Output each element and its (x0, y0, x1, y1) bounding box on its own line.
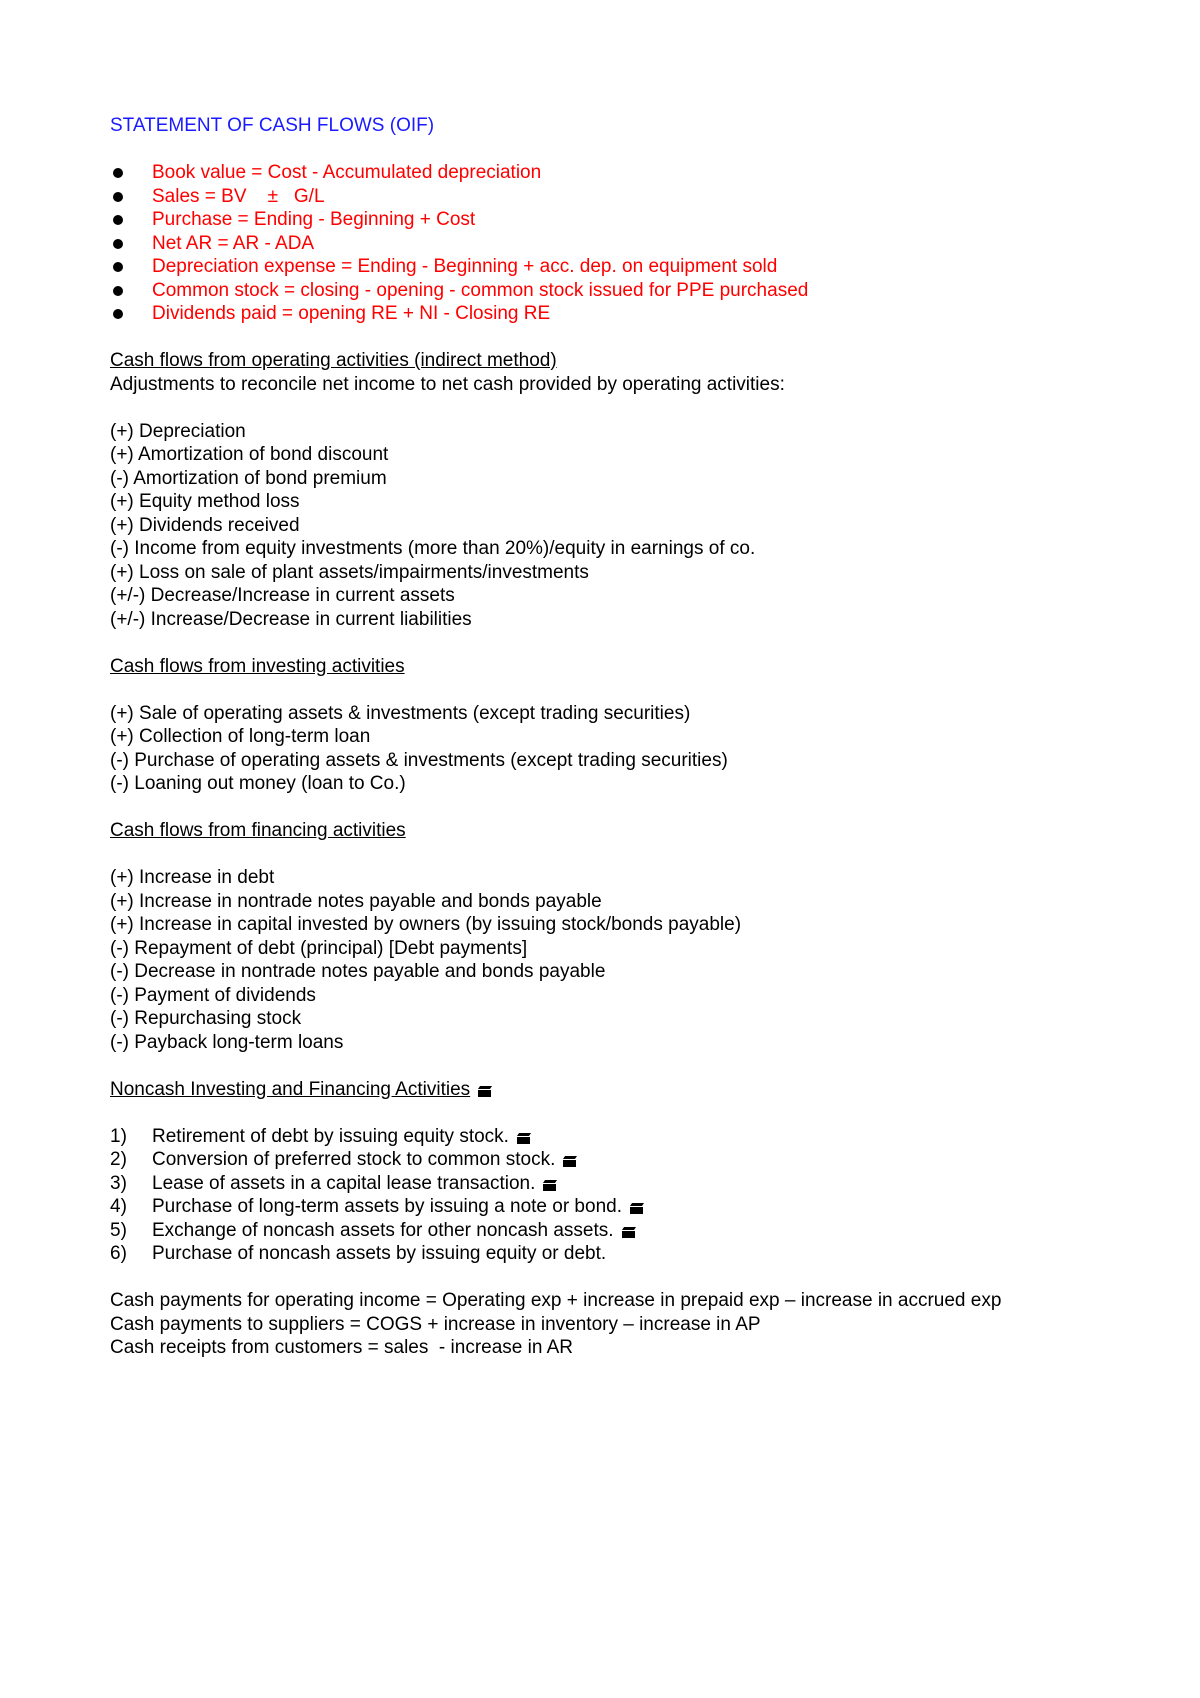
clapperboard-icon (630, 1203, 643, 1213)
list-item: (-) Repayment of debt (principal) [Debt payments] (110, 937, 528, 959)
list-item: 3) Lease of assets in a capital lease transaction. (110, 1172, 1110, 1196)
list-item: 1) Retirement of debt by issuing equity stock. (110, 1125, 1110, 1149)
formula-item: Sales = BV ± G/L (110, 185, 1110, 209)
clapperboard-icon (563, 1156, 576, 1166)
list-item: (-) Amortization of bond premium (110, 467, 387, 489)
bullet-icon (113, 215, 123, 225)
formula-item: Book value = Cost - Accumulated depreciation (110, 161, 1110, 185)
financing-heading: Cash flows from financing activities (110, 820, 406, 841)
list-item: (+/-) Decrease/Increase in current assets (110, 585, 455, 606)
list-item: (-) Loaning out money (loan to Co.) (110, 773, 406, 794)
operating-intro: Adjustments to reconcile net income to net cash provided by operating activities: (110, 373, 785, 395)
formula-list (110, 161, 1110, 326)
list-item: (-) Purchase of operating assets & investments (except trading securities) (110, 749, 728, 771)
list-item: (-) Payment of dividends (110, 984, 316, 1006)
list-item: (-) Repurchasing stock (110, 1008, 302, 1029)
operating-heading: Cash flows from operating activities (indirect method) (110, 350, 557, 371)
list-item: 6) Purchase of noncash assets by issuing equity or debt. (110, 1243, 607, 1264)
list-item: (-) Income from equity investments (more than 20%)/equity in earnings of co. (110, 538, 756, 559)
page-title: STATEMENT OF CASH FLOWS (OIF) (110, 115, 435, 136)
list-item: (+) Loss on sale of plant assets/impairments/investments (110, 561, 589, 583)
operating-list (110, 420, 1110, 632)
noncash-heading: Noncash Investing and Financing Activities (110, 1078, 471, 1100)
noncash-heading-row (110, 1078, 1110, 1102)
bullet-icon (113, 239, 123, 249)
clapperboard-icon (478, 1086, 491, 1096)
formula-item: Depreciation expense = Ending - Beginning + acc. dep. on equipment sold (110, 255, 1110, 279)
list-item: (+/-) Increase/Decrease in current liabilities (110, 608, 472, 630)
bullet-icon (113, 192, 123, 202)
list-item: (+) Collection of long-term loan (110, 726, 371, 747)
investing-list (110, 702, 1110, 796)
financing-list (110, 866, 1110, 1054)
formula-item: Net AR = AR - ADA (110, 232, 1110, 256)
payments-list (110, 1289, 1110, 1360)
list-item: (+) Increase in debt (110, 867, 275, 888)
list-item: (-) Payback long-term loans (110, 1031, 344, 1053)
payment-formula: Cash payments to suppliers = COGS + increase in inventory – increase in AP (110, 1313, 761, 1335)
payment-formula: Cash payments for operating income = Operating exp + increase in prepaid exp – increase in accrued exp (110, 1290, 1002, 1311)
list-item: 5) Exchange of noncash assets for other noncash assets. (110, 1219, 1110, 1243)
formula-item: Common stock = closing - opening - common stock issued for PPE purchased (110, 279, 1110, 303)
bullet-icon (113, 286, 123, 296)
formula-item: Dividends paid = opening RE + NI - Closing RE (110, 302, 1110, 326)
list-item: (+) Depreciation (110, 420, 246, 442)
list-item: 2) Conversion of preferred stock to common stock. (110, 1148, 1110, 1172)
bullet-icon (113, 262, 123, 272)
list-item: (+) Increase in nontrade notes payable and bonds payable (110, 890, 602, 912)
noncash-list (110, 1125, 1110, 1266)
list-item: 4) Purchase of long-term assets by issuing a note or bond. (110, 1195, 1110, 1219)
list-item: (+) Dividends received (110, 514, 300, 536)
list-item: (+) Sale of operating assets & investments (except trading securities) (110, 702, 691, 724)
clapperboard-icon (622, 1227, 635, 1237)
document-page (110, 114, 1110, 1360)
list-item: (-) Decrease in nontrade notes payable and bonds payable (110, 961, 606, 982)
clapperboard-icon (543, 1180, 556, 1190)
bullet-icon (113, 168, 123, 178)
clapperboard-icon (517, 1133, 530, 1143)
payment-formula: Cash receipts from customers = sales - increase in AR (110, 1337, 574, 1358)
list-item: (+) Amortization of bond discount (110, 444, 389, 465)
list-item: (+) Increase in capital invested by owners (by issuing stock/bonds payable) (110, 914, 742, 935)
list-item: (+) Equity method loss (110, 491, 300, 512)
formula-item: Purchase = Ending - Beginning + Cost (110, 208, 1110, 232)
bullet-icon (113, 309, 123, 319)
investing-heading: Cash flows from investing activities (110, 655, 405, 677)
